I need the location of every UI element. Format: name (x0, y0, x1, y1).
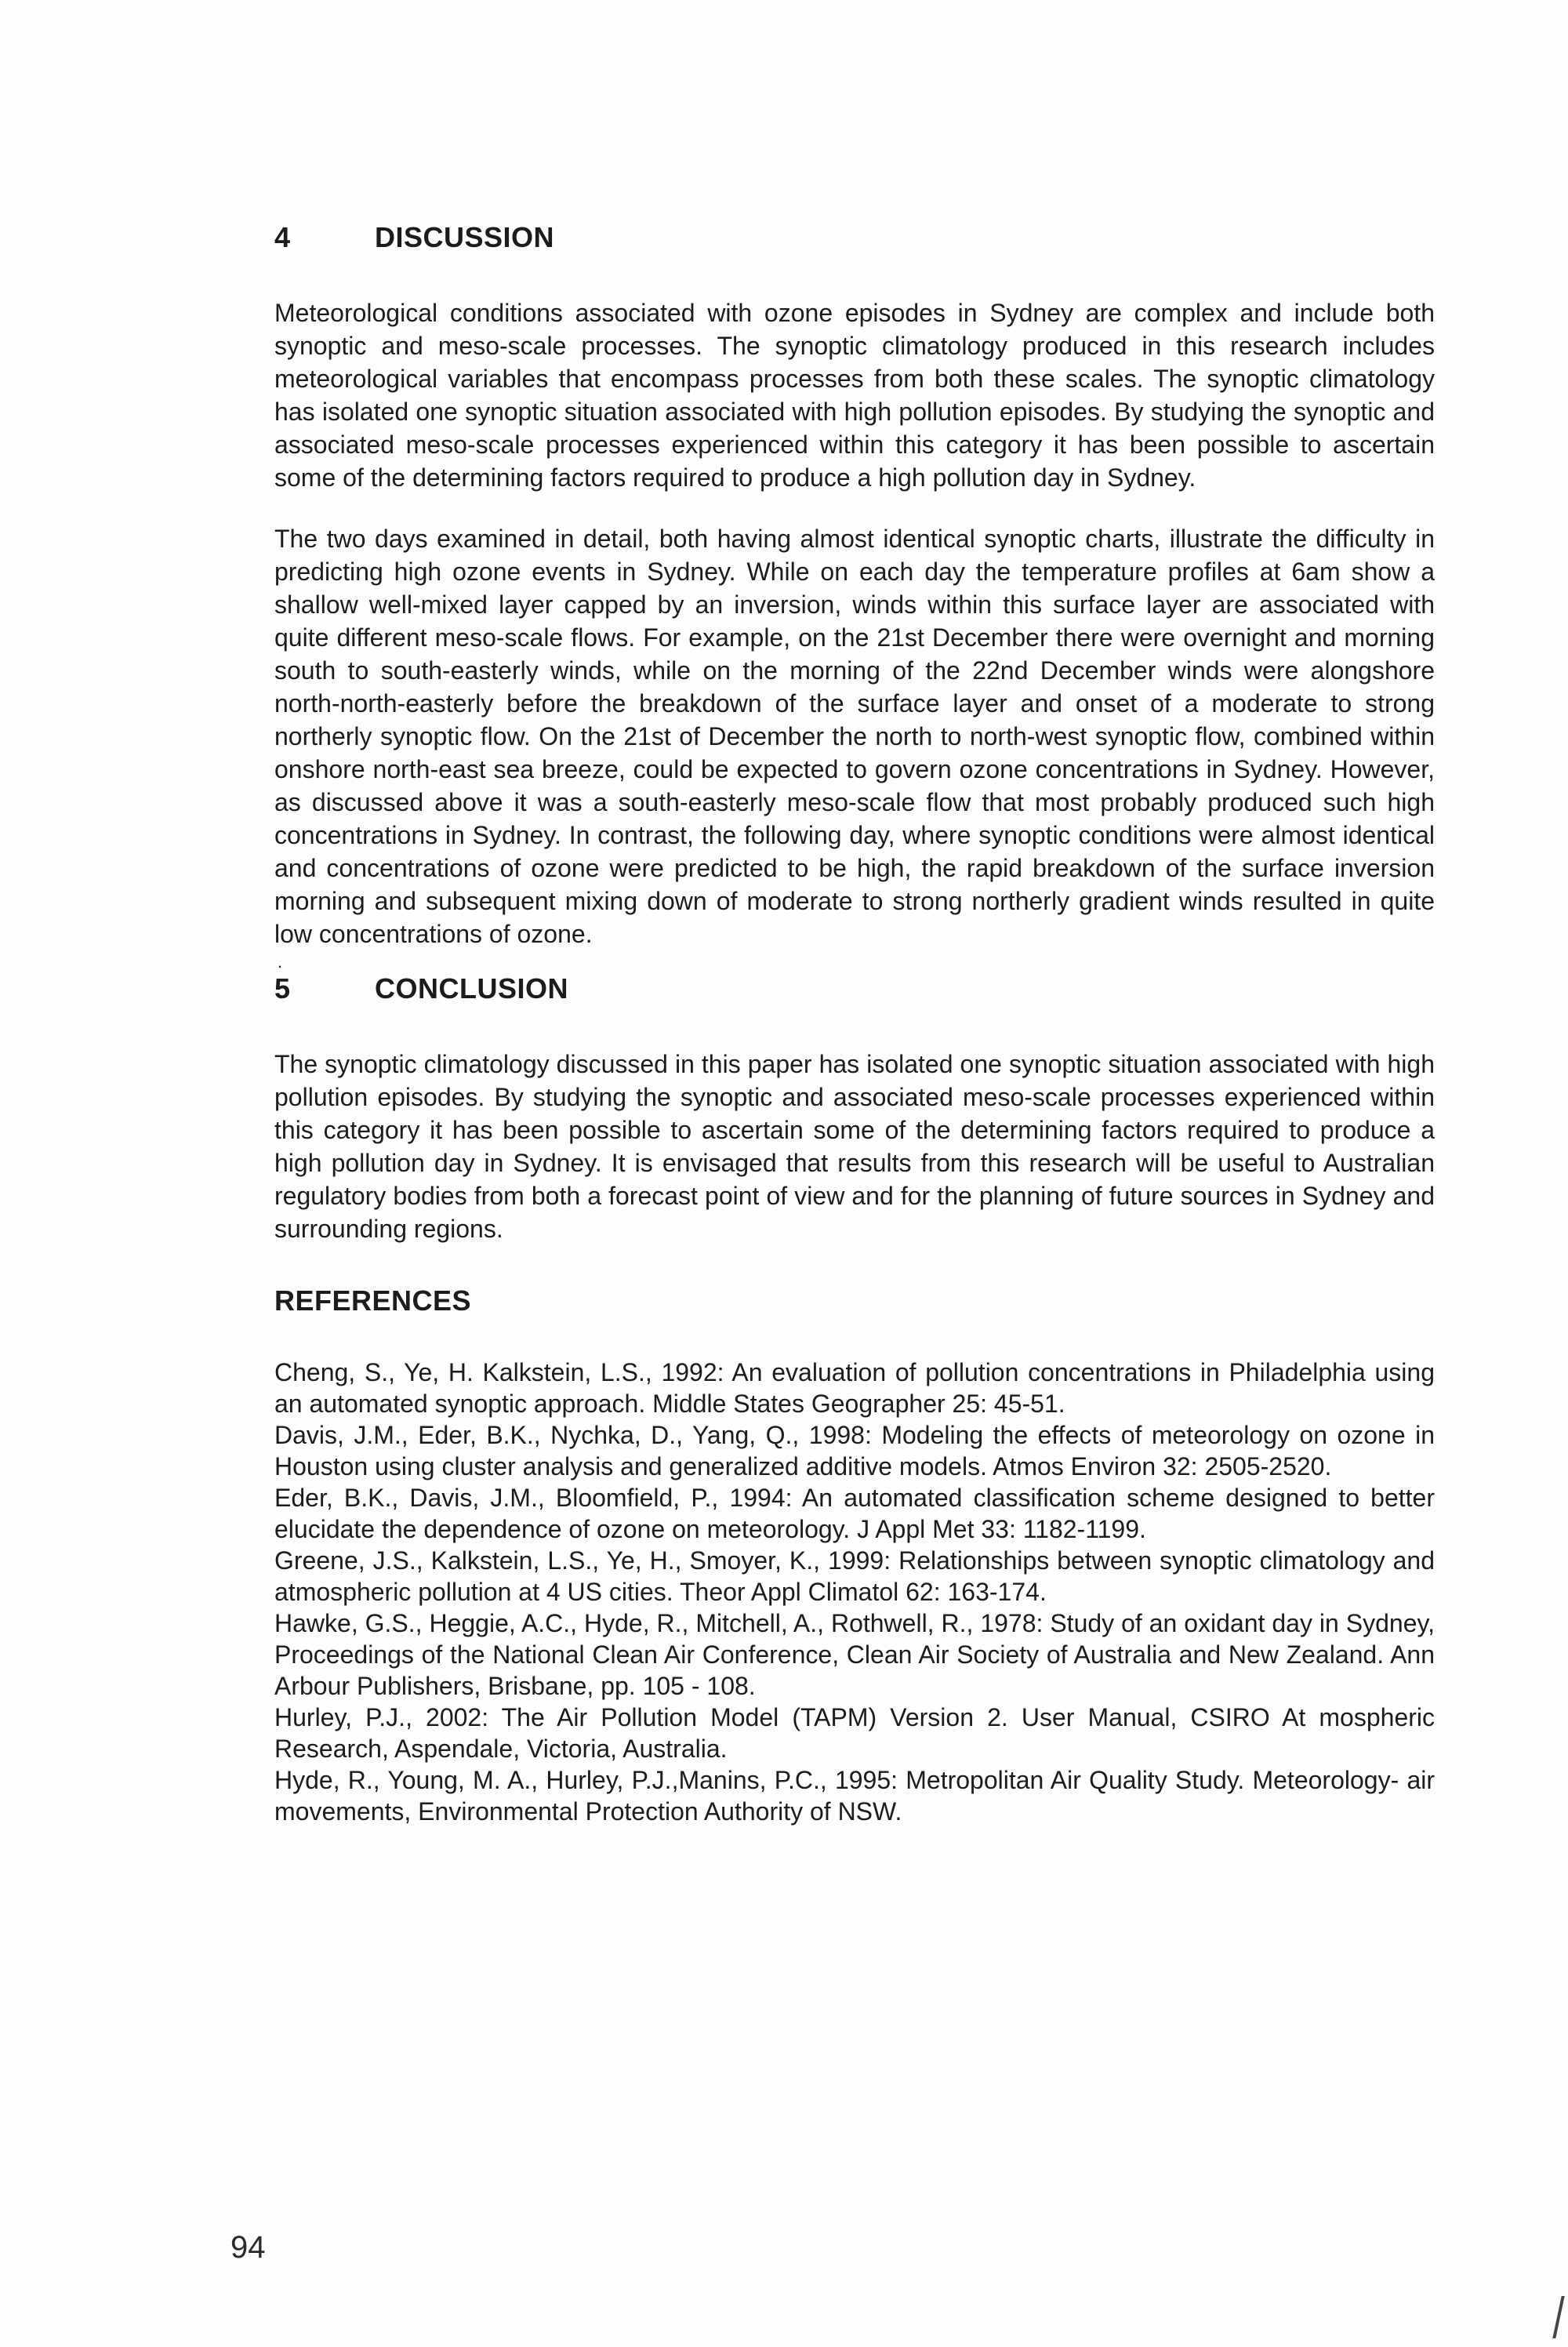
conclusion-paragraph: The synoptic climatology discussed in this paper has isolated one synoptic situation associated with high pollution episodes. By studying the synoptic and associated meso-scale processes experienced within this category it has been possible to ascertain some of the determining factors required to produce a high pollution day in Sydney. It is envisaged that results from this research will be useful to Australian regulatory bodies from both a forecast point of view and for the planning of future sources in Sydney and surrounding regions. (274, 1050, 1435, 1243)
reference-item: Hawke, G.S., Heggie, A.C., Hyde, R., Mitchell, A., Rothwell, R., 1978: Study of an oxidant day in Sydney, Proceedings of the National Clean Air Conference, Clean Air Society of Australia and New Zealand. Ann Arbour Publishers, Brisbane, pp. 105 - 108. (274, 1609, 1435, 1700)
reference-list (274, 1357, 1435, 1827)
section-heading-conclusion (274, 972, 1435, 1005)
reference-item: Eder, B.K., Davis, J.M., Bloomfield, P., 1994: An automated classification scheme designed to better elucidate the dependence of ozone on meteorology. J Appl Met 33: 1182-1199. (274, 1484, 1435, 1543)
scan-edge-mark (1552, 2296, 1564, 2338)
page-number: 94 (230, 2230, 266, 2265)
reference-item: Cheng, S., Ye, H. Kalkstein, L.S., 1992: An evaluation of pollution concentrations in Philadelphia using an automated synoptic approach. Middle States Geographer 25: 45-51. (274, 1358, 1435, 1418)
discussion-paragraph-1: Meteorological conditions associated with ozone episodes in Sydney are complex and include both synoptic and meso-scale processes. The synoptic climatology produced in this research includes meteorological variables that encompass processes from both these scales. The synoptic climatology has isolated one synoptic situation associated with high pollution episodes. By studying the synoptic and associated meso-scale processes experienced within this category it has been possible to ascertain some of the determining factors required to produce a high pollution day in Sydney. (274, 299, 1435, 492)
section-title: CONCLUSION (375, 972, 568, 1005)
section-number: 5 (274, 972, 291, 1005)
page-content (274, 221, 1435, 1827)
reference-item: Greene, J.S., Kalkstein, L.S., Ye, H., Smoyer, K., 1999: Relationships between synoptic climatology and atmospheric pollution at 4 US cities. Theor Appl Climatol 62: 163-174. (274, 1546, 1435, 1606)
section-number: 4 (274, 221, 291, 253)
discussion-paragraph-2: The two days examined in detail, both having almost identical synoptic charts, illustrate the difficulty in predicting high ozone events in Sydney. While on each day the temperature profiles at 6am show a shallow well-mixed layer capped by an inversion, winds within this surface layer are associated with quite different meso-scale flows. For example, on the 21st December there were overnight and morning south to south-easterly winds, while on the morning of the 22nd December winds were alongshore north-north-easterly before the breakdown of the surface layer and onset of a moderate to strong northerly synoptic flow. On the 21st of December the north to north-west synoptic flow, combined within onshore north-east sea breeze, could be expected to govern ozone concentrations in Sydney. However, as discussed above it was a south-easterly meso-scale flow that most probably produced such high concentrations in Sydney. In contrast, the following day, where synoptic conditions were almost identical and concentrations of ozone were predicted to be high, the rapid breakdown of the surface inversion morning and subsequent mixing down of moderate to strong northerly gradient winds resulted in quite low concentrations of ozone. (274, 525, 1435, 948)
reference-item: Davis, J.M., Eder, B.K., Nychka, D., Yang, Q., 1998: Modeling the effects of meteorology on ozone in Houston using cluster analysis and generalized additive models. Atmos Environ 32: 2505-2520. (274, 1421, 1435, 1480)
stray-mark: . (278, 952, 283, 972)
reference-item: Hyde, R., Young, M. A., Hurley, P.J.,Manins, P.C., 1995: Metropolitan Air Quality Study. Meteorology- air movements, Environmental Protection Authority of NSW. (274, 1766, 1435, 1826)
reference-item: Hurley, P.J., 2002: The Air Pollution Model (TAPM) Version 2. User Manual, CSIRO At mospheric Research, Aspendale, Victoria, Australia. (274, 1703, 1435, 1763)
section-title: REFERENCES (274, 1284, 472, 1317)
section-title: DISCUSSION (375, 221, 555, 253)
section-heading-discussion (274, 221, 1435, 254)
section-heading-references (274, 1284, 1435, 1317)
